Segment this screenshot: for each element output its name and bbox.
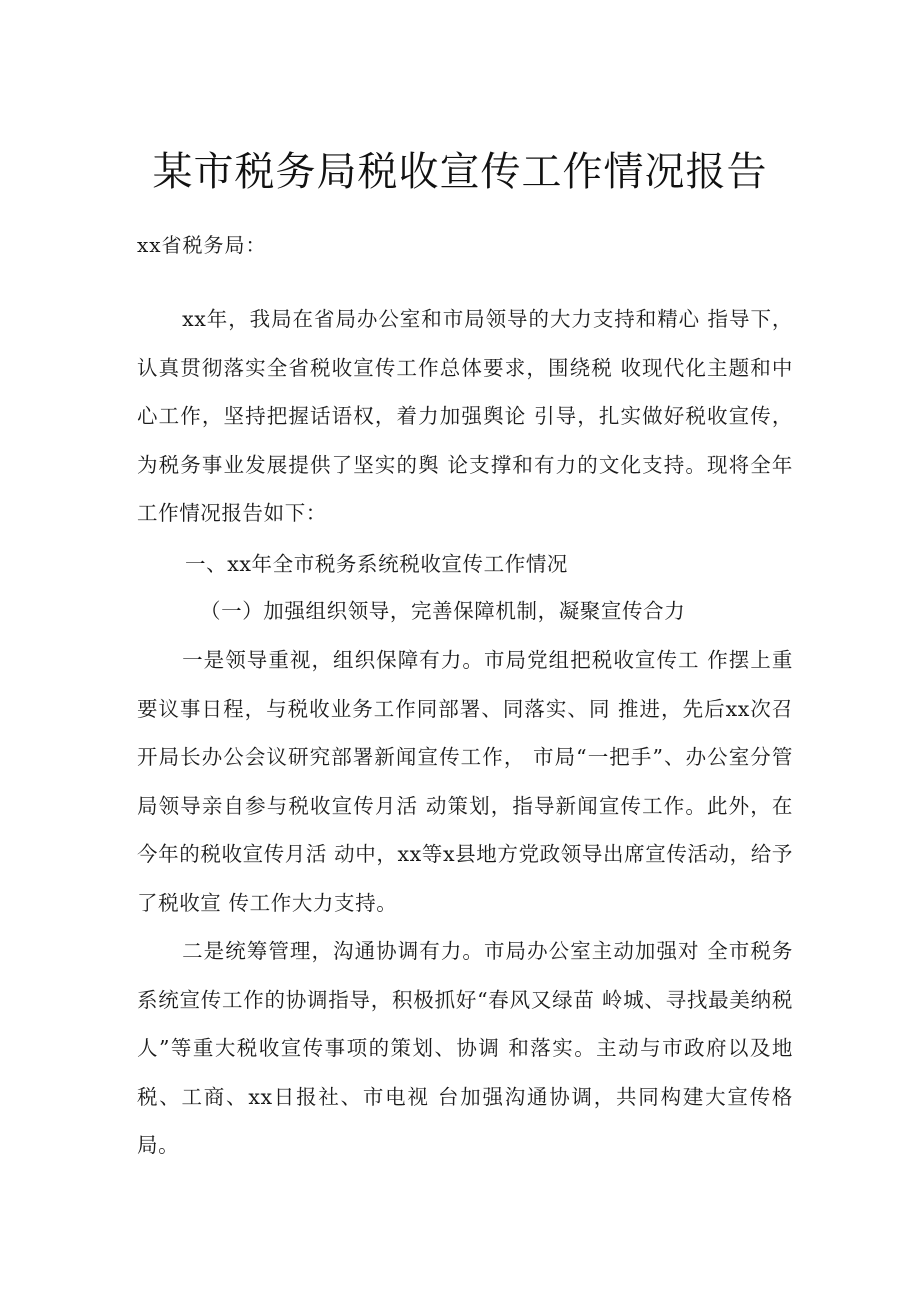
salutation: xx省税务局： <box>137 233 267 257</box>
intro-paragraph: xx年，我局在省局办公室和市局领导的大力支持和精心 指导下，认真贯彻落实全省税收宣传工作总体要求，围绕税 收现代化主题和中心工作，坚持把握话语权，着力加强舆论 引导，扎实做好税收宣传，为税务事业发展提供了坚实的舆 论支撑和有力的文化支持。现将全年工作情况报告如下： <box>137 307 793 525</box>
subsection-heading: （一）加强组织领导，完善保障机制，凝聚宣传合力 <box>200 599 686 623</box>
document-title: 某市税务局税收宣传工作情况报告 <box>152 149 768 195</box>
body-paragraph-2: 二是统筹管理，沟通协调有力。市局办公室主动加强对 全市税务系统宣传工作的协调指导，积极抓好“春风又绿苗 岭城、寻找最美纳税人”等重大税收宣传事项的策划、协调 和落实。主动与市政府以及地税、工商、xx日报社、市电视 台加强沟通协调，共同构建大宣传格局。 <box>137 939 793 1157</box>
body-paragraph-1: 一是领导重视，组织保障有力。市局党组把税收宣传工 作摆上重要议事日程，与税收业务工作同部署、同落实、同 推进，先后xx次召开局长办公会议研究部署新闻宣传工作， 市局“一把手”、办公室分管局领导亲自参与税收宣传月活 动策划，指导新闻宣传工作。此外，在今年的税收宣传月活 动中，xx等x县地方党政领导出席宣传活动，给予了税收宣 传工作大力支持。 <box>137 648 793 915</box>
section-heading: 一、xx年全市税务系统税收宣传工作情况 <box>185 552 569 576</box>
